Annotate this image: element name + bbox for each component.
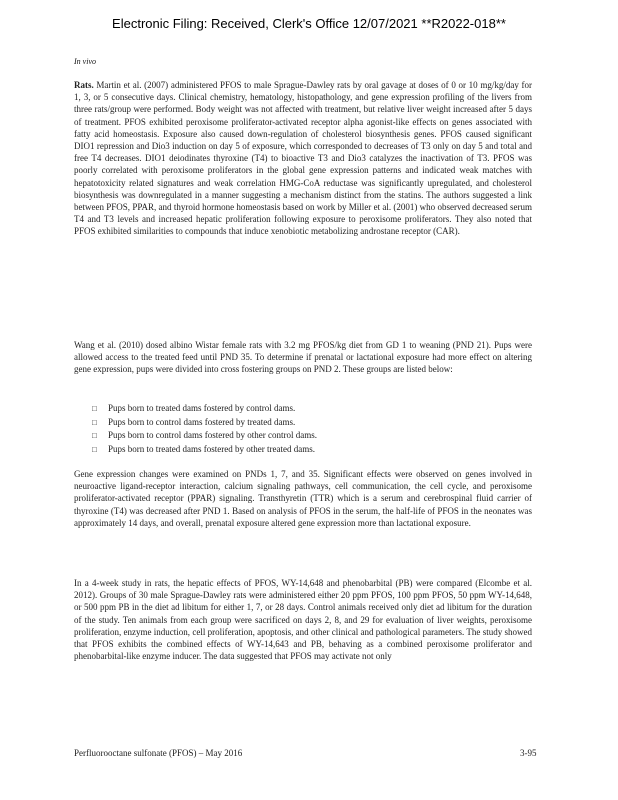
- paragraph-gene-expression: Gene expression changes were examined on PNDs 1, 7, and 35. Significant effects were observed on genes involved in neuroactive ligand-receptor interaction, calcium signaling pathways, cell communication, the cell cycle, and peroxisome proliferator-activated receptor (PPAR) signaling. Transthyretin (TTR) which is a serum and cerebrospinal fluid carrier of thyroxine (T4) was decreased after PND 1. Based on analysis of PFOS in the serum, the half-life of PFOS in the neonates was approximately 14 days, and overall, prenatal exposure altered gene expression more than lactational exposure.: [74, 469, 532, 528]
- footer-title: Perfluorooctane sulfonate (PFOS) – May 2016: [74, 748, 243, 758]
- section-heading: In vivo: [74, 57, 96, 66]
- list-item: □ Pups born to control dams fostered by other control dams.: [92, 429, 532, 443]
- list-item: □ Pups born to treated dams fostered by other treated dams.: [92, 443, 532, 457]
- filing-header: Electronic Filing: Received, Clerk's Office 12/07/2021 **R2022-018**: [112, 16, 506, 31]
- page-number: 3-95: [520, 748, 537, 758]
- paragraph-elcombe: In a 4-week study in rats, the hepatic effects of PFOS, WY-14,648 and phenobarbital (PB) were compared (Elcombe et al. 2012). Groups of 30 male Sprague-Dawley rats were administered either 20 ppm PFOS, 100 ppm PFOS, 50 ppm WY-14,648, or 500 ppm PB in the diet ad libitum for either 1, 7, or 28 days. Control animals received only diet ad libitum for the duration of the study. Ten animals from each group were sacrificed on days 2, 8, and 29 for evaluation of liver weights, peroxisome proliferation, enzyme induction, cell proliferation, apoptosis, and other clinical and pathological parameters. The study showed that PFOS exhibits the combined effects of WY-14,643 and PB, behaving as a combined peroxisome proliferator and phenobarbital-like enzyme inducer. The data suggested that PFOS may activate not only: [74, 578, 532, 662]
- list-item: □ Pups born to treated dams fostered by control dams.: [92, 402, 532, 416]
- paragraph-lead: Rats.: [74, 80, 94, 90]
- list-item: □ Pups born to control dams fostered by treated dams.: [92, 416, 532, 430]
- fostering-groups-list: [92, 402, 532, 456]
- paragraph-rats: [74, 79, 532, 238]
- paragraph-wang: Wang et al. (2010) dosed albino Wistar female rats with 3.2 mg PFOS/kg diet from GD 1 to weaning (PND 21). Pups were allowed access to the treated feed until PND 35. To determine if prenatal or lactational exposure had more effect on altering gene expression, pups were divided into cross fostering groups on PND 2. These groups are listed below:: [74, 340, 532, 375]
- paragraph-text: Martin et al. (2007) administered PFOS to male Sprague-Dawley rats by oral gavage at doses of 0 or 10 mg/kg/day for 1, 3, or 5 consecutive days. Clinical chemistry, hematology, histopathology, and gene expression profiling of the livers from three rats/group were performed. Body weight was not affected with treatment, but relative liver weight increased after 5 days of treatment. PFOS exhibited peroxisome proliferator-activated receptor alpha agonist-like effects on genes associated with fatty acid homeostasis. Exposure also caused down-regulation of cholesterol biosynthesis genes. PFOS caused significant DIO1 repression and Dio3 induction on day 5 of exposure, which corresponded to decreases of T3 only on day 5 and total and free T4 decreases. DIO1 deiodinates thyroxine (T4) to bioactive T3 and Dio3 catalyzes the inactivation of T3. PFOS was poorly correlated with peroxisome proliferators in the global gene expression patterns and indicated weak matches with hepatotoxicity related signatures and weak correlation HMG-CoA reductase was significantly upregulated, and cholesterol biosynthesis was downregulated in a manner suggesting a mechanism distinct from the statins. The authors suggested a link between PFOS, PPAR, and thyroid hormone homeostasis based on work by Miller et al. (2001) who observed decreased serum T4 and T3 levels and increased hepatic proliferation following exposure to peroxisome proliferators. They also noted that PFOS exhibited similarities to compounds that induce xenobiotic metabolizing androstane receptor (CAR).: [74, 80, 532, 237]
